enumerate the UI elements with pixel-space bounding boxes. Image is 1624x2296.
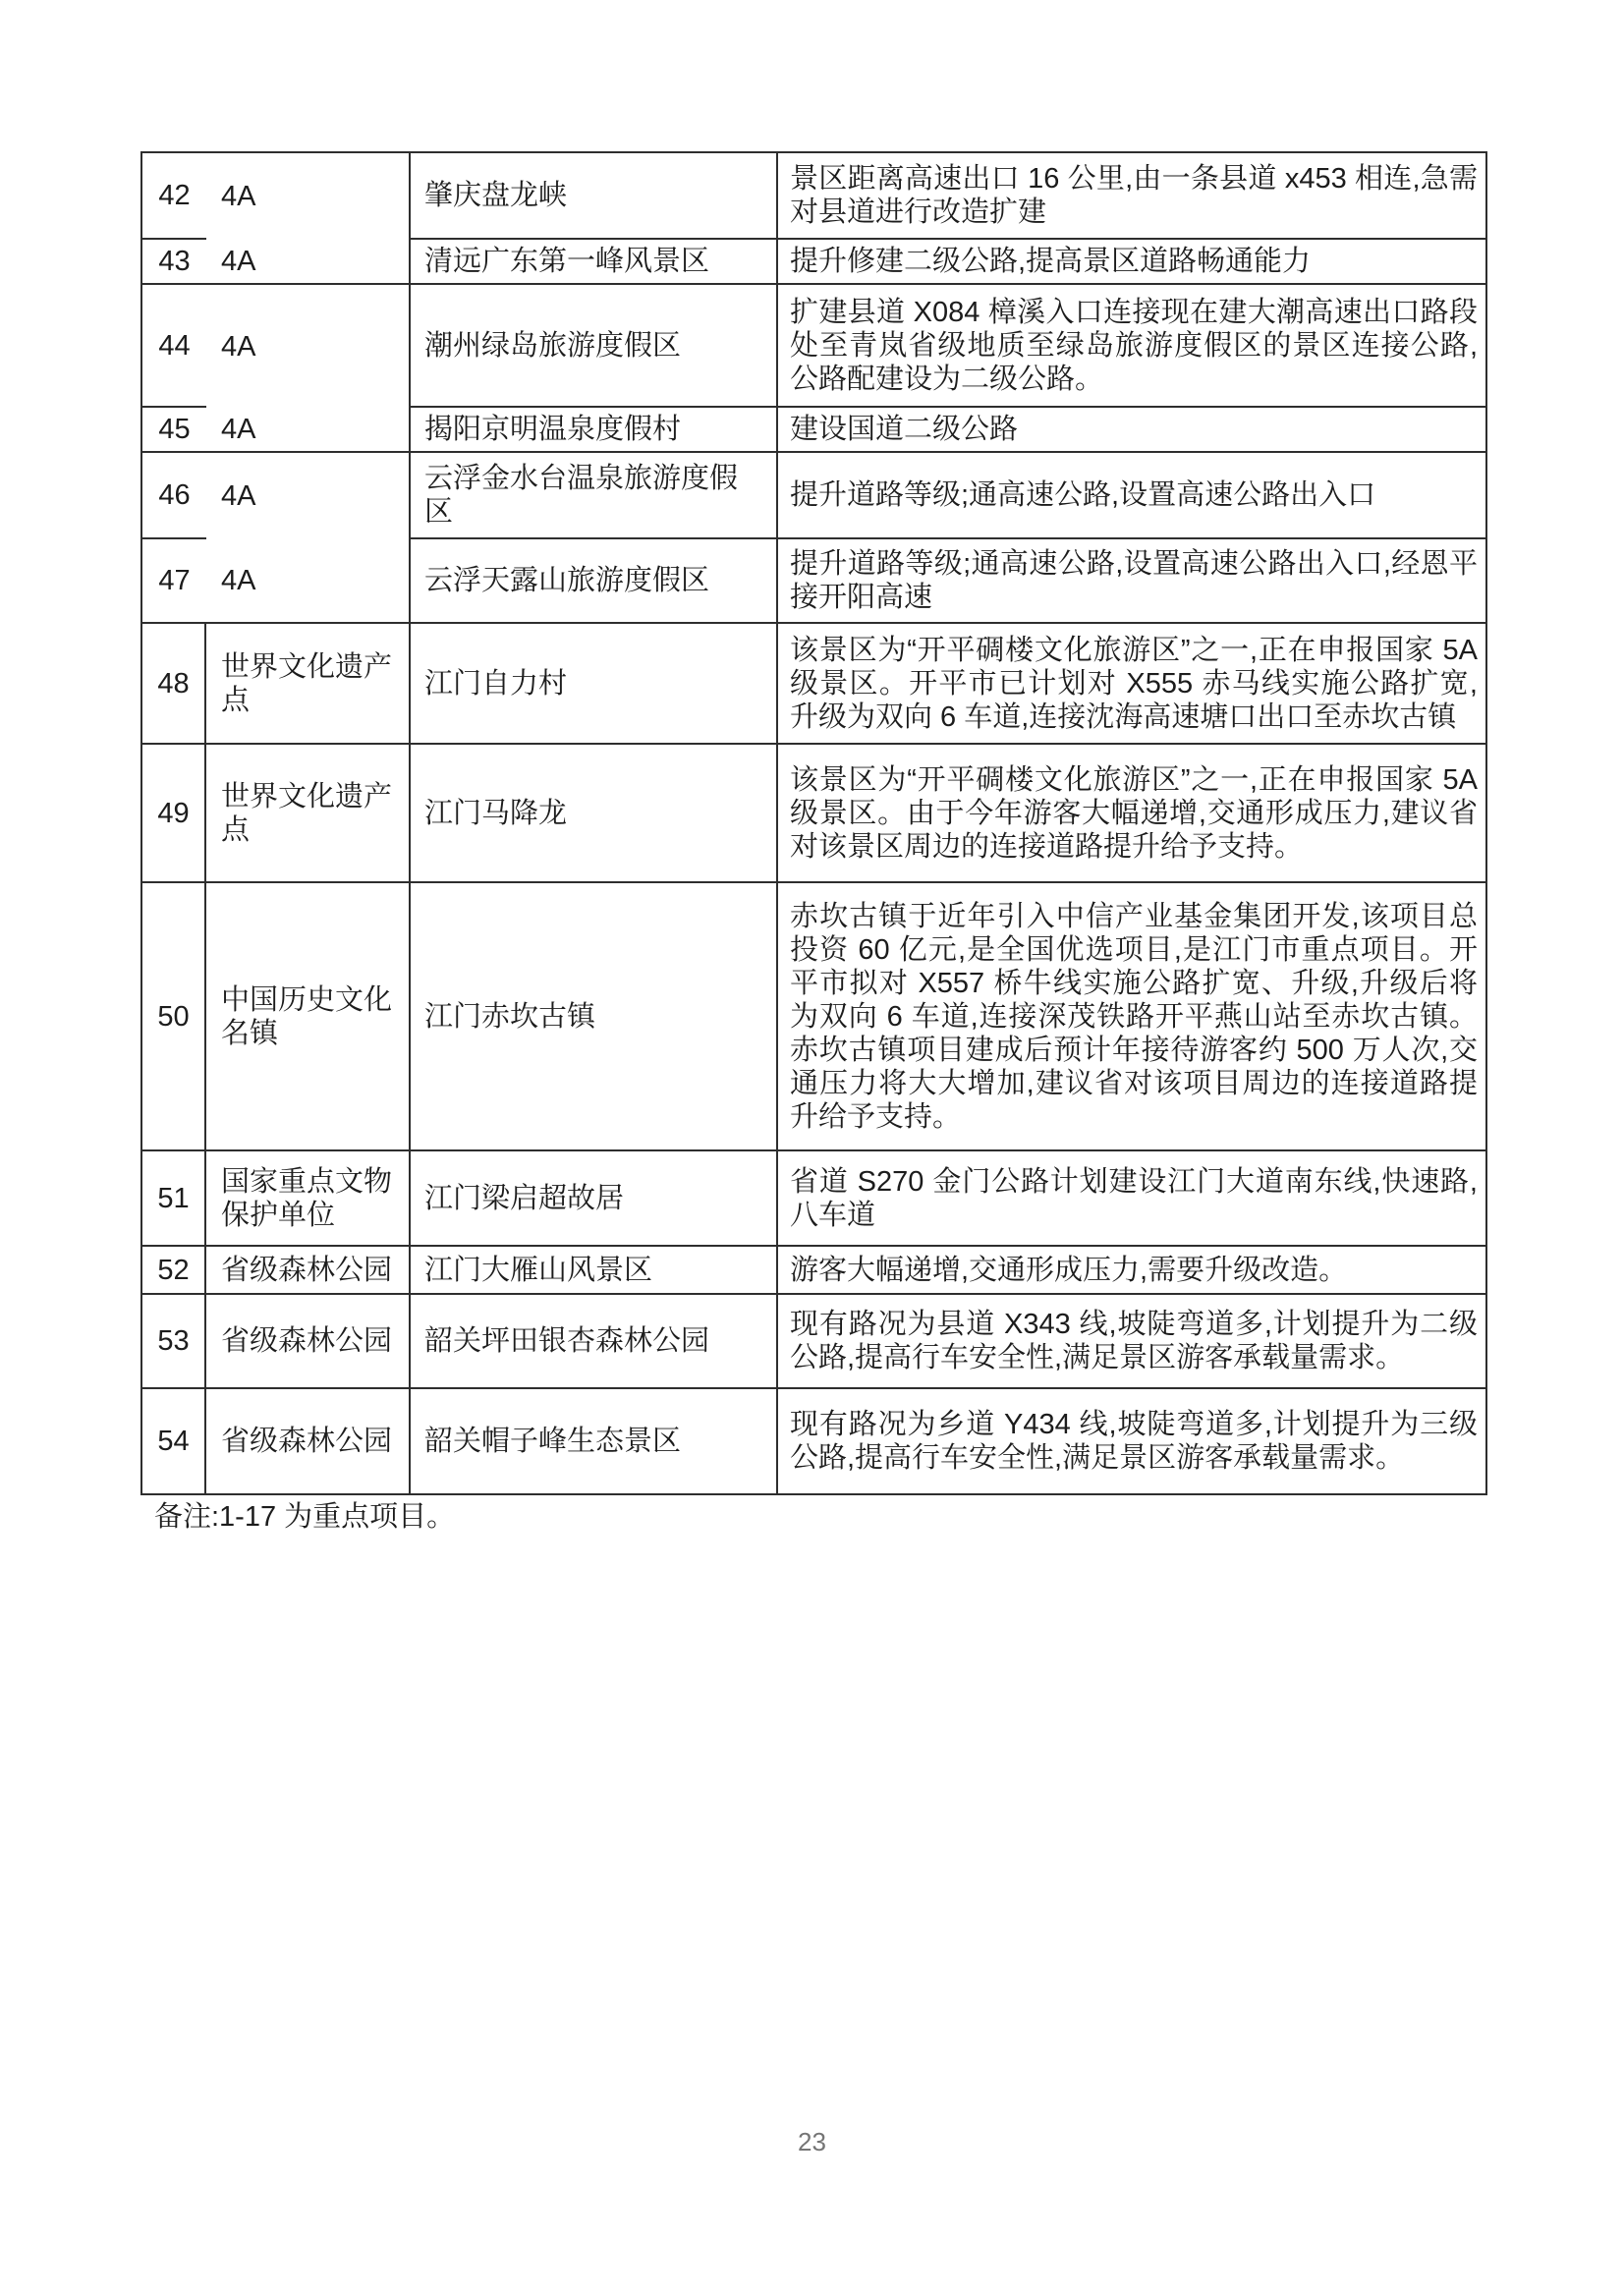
description-cell: 该景区为“开平碉楼文化旅游区”之一,正在申报国家 5A 级景区。开平市已计划对 X555 赤马线实施公路扩宽,升级为双向 6 车道,连接沈海高速塘口出口至赤坎古镇 — [778, 624, 1485, 745]
grade-cell: 4A — [206, 240, 411, 285]
grade-cell: 世界文化遗产点 — [206, 624, 411, 745]
table-row — [142, 1247, 1485, 1295]
table-row — [142, 624, 1485, 745]
attraction-name-cell: 肇庆盘龙峡 — [411, 153, 778, 240]
scenic-area-road-projects-table — [140, 151, 1487, 1495]
description-cell: 景区距离高速出口 16 公里,由一条县道 x453 相连,急需对县道进行改造扩建 — [778, 153, 1485, 240]
grade-cell: 省级森林公园 — [206, 1247, 411, 1295]
description-cell: 提升道路等级;通高速公路,设置高速公路出入口,经恩平接开阳高速 — [778, 539, 1485, 624]
footnote: 备注:1-17 为重点项目。 — [154, 1501, 456, 1533]
table-row — [142, 153, 1485, 240]
row-number-cell: 54 — [142, 1389, 206, 1493]
table-row — [142, 883, 1485, 1151]
row-number-cell: 47 — [142, 539, 206, 624]
description-cell: 该景区为“开平碉楼文化旅游区”之一,正在申报国家 5A 级景区。由于今年游客大幅递增,交通形成压力,建议省对该景区周边的连接道路提升给予支持。 — [778, 745, 1485, 883]
table-row — [142, 539, 1485, 624]
row-number-cell: 53 — [142, 1295, 206, 1389]
row-number-cell: 52 — [142, 1247, 206, 1295]
table-row — [142, 408, 1485, 453]
row-number-cell: 42 — [142, 153, 206, 240]
grade-cell: 4A — [206, 285, 411, 408]
row-number-cell: 46 — [142, 453, 206, 539]
grade-cell: 世界文化遗产点 — [206, 745, 411, 883]
attraction-name-cell: 揭阳京明温泉度假村 — [411, 408, 778, 453]
attraction-name-cell: 云浮天露山旅游度假区 — [411, 539, 778, 624]
attraction-name-cell: 江门马降龙 — [411, 745, 778, 883]
grade-cell: 省级森林公园 — [206, 1295, 411, 1389]
description-cell: 现有路况为乡道 Y434 线,坡陡弯道多,计划提升为三级公路,提高行车安全性,满足景区游客承载量需求。 — [790, 1409, 1478, 1474]
grade-cell: 4A — [206, 539, 411, 624]
description-cell: 提升修建二级公路,提高景区道路畅通能力 — [778, 240, 1485, 285]
attraction-name-cell: 清远广东第一峰风景区 — [411, 240, 778, 285]
grade-cell: 国家重点文物保护单位 — [206, 1151, 411, 1247]
description-cell: 建设国道二级公路 — [778, 408, 1485, 453]
description-cell: 现有路况为县道 X343 线,坡陡弯道多,计划提升为二级公路,提高行车安全性,满足景区游客承载量需求。 — [778, 1295, 1485, 1389]
description-cell: 扩建县道 X084 樟溪入口连接现在建大潮高速出口路段处至青岚省级地质至绿岛旅游度假区的景区连接公路,公路配建设为二级公路。 — [778, 285, 1485, 408]
row-number-cell: 45 — [142, 408, 206, 453]
table-row — [142, 1389, 1485, 1493]
table-row — [142, 745, 1485, 883]
table-row — [142, 240, 1485, 285]
attraction-name-cell: 云浮金水台温泉旅游度假区 — [411, 453, 778, 539]
attraction-name-cell: 江门大雁山风景区 — [411, 1247, 778, 1295]
attraction-name-cell: 江门梁启超故居 — [411, 1151, 778, 1247]
row-number-cell: 49 — [142, 745, 206, 883]
description-cell: 省道 S270 金门公路计划建设江门大道南东线,快速路,八车道 — [778, 1151, 1485, 1247]
row-number-cell: 51 — [142, 1151, 206, 1247]
row-number-cell: 50 — [142, 883, 206, 1151]
page-number: 23 — [798, 2127, 826, 2156]
row-number-cell: 44 — [142, 285, 206, 408]
attraction-name-cell: 韶关帽子峰生态景区 — [411, 1389, 778, 1493]
grade-cell: 省级森林公园 — [206, 1389, 411, 1493]
description-cell: 游客大幅递增,交通形成压力,需要升级改造。 — [778, 1247, 1485, 1295]
row-number-cell: 43 — [142, 240, 206, 285]
grade-cell: 4A — [206, 453, 411, 539]
grade-cell: 4A — [206, 153, 411, 240]
attraction-name-cell: 江门赤坎古镇 — [411, 883, 778, 1151]
table-row — [142, 453, 1485, 539]
attraction-name-cell: 江门自力村 — [411, 624, 778, 745]
description-cell: 提升道路等级;通高速公路,设置高速公路出入口 — [778, 453, 1485, 539]
table-row — [142, 285, 1485, 408]
row-number-cell: 48 — [142, 624, 206, 745]
attraction-name-cell: 潮州绿岛旅游度假区 — [411, 285, 778, 408]
grade-cell: 4A — [206, 408, 411, 453]
table-row — [142, 1295, 1485, 1389]
attraction-name-cell: 韶关坪田银杏森林公园 — [411, 1295, 778, 1389]
table-row — [142, 1151, 1485, 1247]
grade-cell: 中国历史文化名镇 — [206, 883, 411, 1151]
description-cell: 赤坎古镇于近年引入中信产业基金集团开发,该项目总投资 60 亿元,是全国优选项目,是江门市重点项目。开平市拟对 X557 桥牛线实施公路扩宽、升级,升级后将为双向 6 车道,连接深茂铁路开平燕山站至赤坎古镇。赤坎古镇项目建成后预计年接待游客约 500 万人次,交通压力将大大增加,建议省对该项目周边的连接道路提升给予支持。 — [778, 883, 1485, 1151]
